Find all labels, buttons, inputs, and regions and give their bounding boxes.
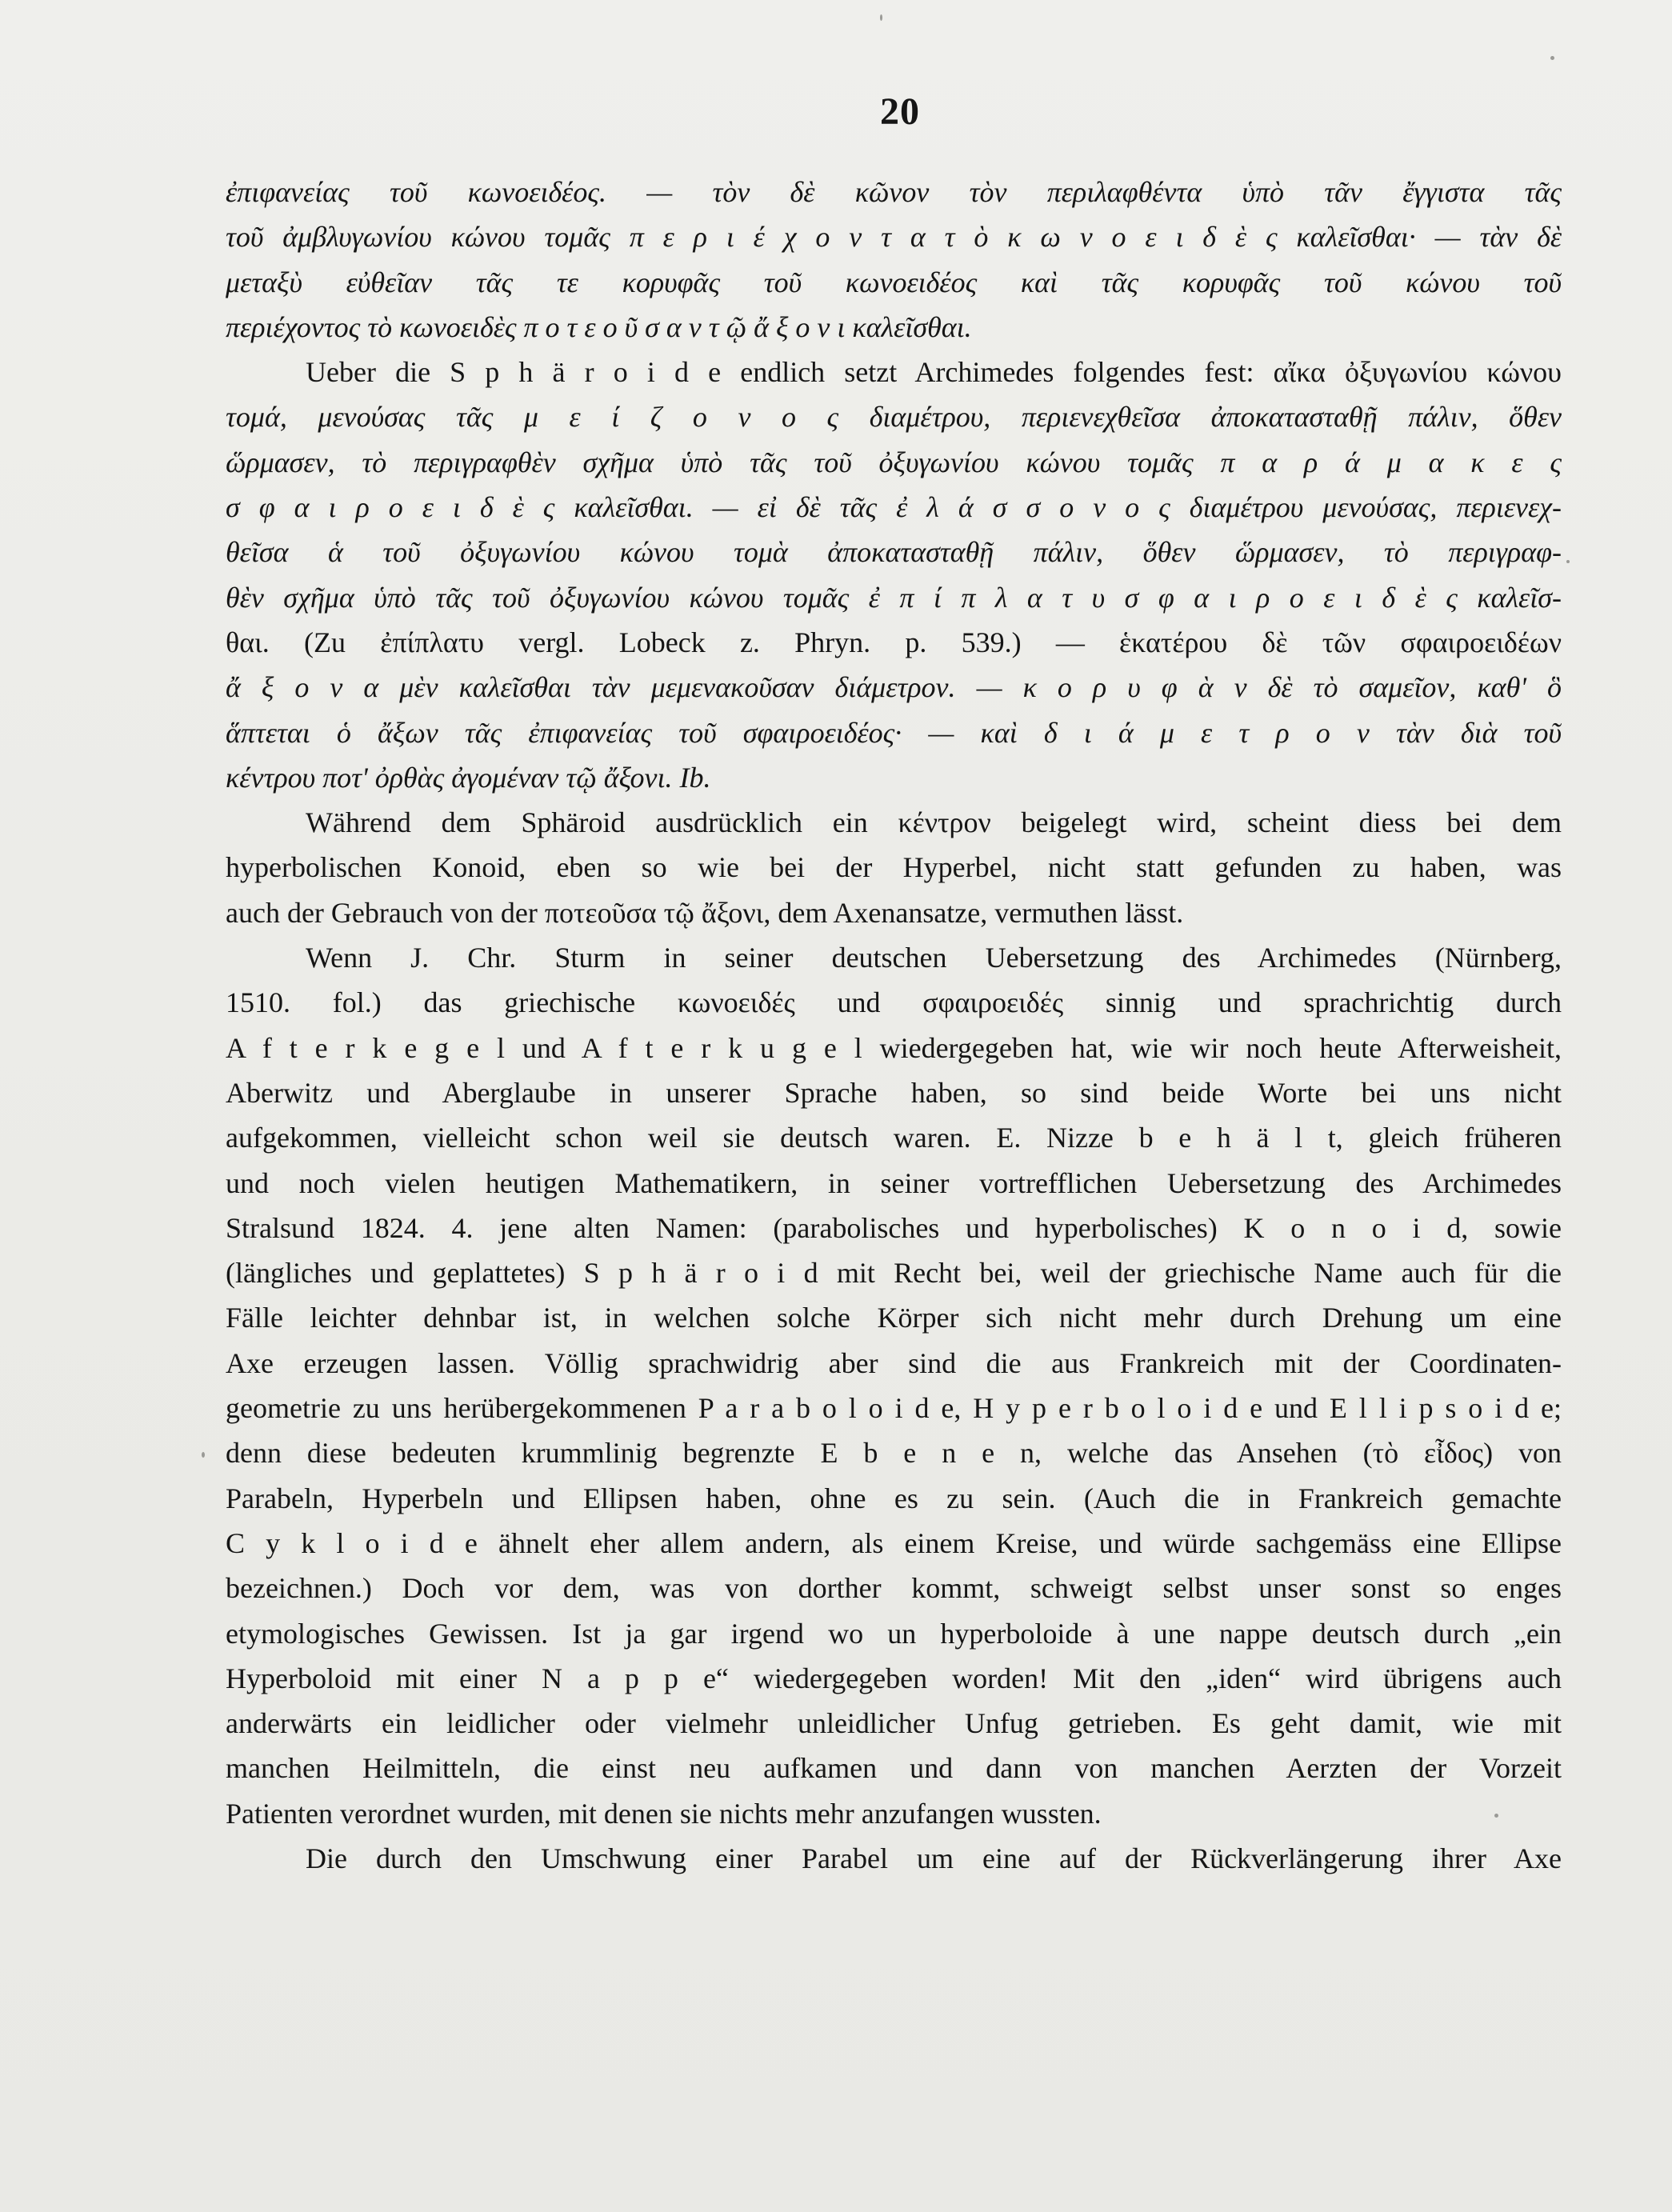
text-line: denn diese bedeuten krummlinig begrenzte E b e n e n, welche das Ansehen (τὸ εἶδος) von	[226, 1437, 1562, 1470]
text-line: auch der Gebrauch von der ποτεοῦσα τῷ ἄξονι, dem Axenansatze, vermuthen lässt.	[226, 896, 1184, 929]
text-line: ἅπτεται ὁ ἄξων τᾶς ἐπιφανείας τοῦ σφαιροειδέος· — καὶ δ ι ά μ ε τ ρ ο ν τὰν διὰ τοῦ	[226, 716, 1562, 749]
text-line: bezeichnen.) Doch vor dem, was von dorther kommt, schweigt selbst unser sonst so enges	[226, 1572, 1562, 1605]
text-line: Axe erzeugen lassen. Völlig sprachwidrig aber sind die aus Frankreich mit der Coordinaten-	[226, 1346, 1562, 1379]
text-line: θὲν σχῆμα ὑπὸ τᾶς τοῦ ὀξυγωνίου κώνου τομᾶς ἐ π ί π λ α τ υ σ φ α ι ρ ο ε ι δ ὲ ς καλεῖσ-	[226, 581, 1562, 614]
text-line: Die durch den Umschwung einer Parabel um eine auf der Rückverlängerung ihrer Axe	[306, 1842, 1562, 1874]
text-line: geometrie zu uns herübergekommenen P a r a b o l o i d e, H y p e r b o l o i d e und E l l i p s o i d e;	[226, 1392, 1562, 1425]
text-line: hyperbolischen Konoid, eben so wie bei der Hyperbel, nicht statt gefunden zu haben, was	[226, 851, 1562, 884]
text-line: (längliches und geplattetes) S p h ä r o i d mit Recht bei, weil der griechische Name auch für die	[226, 1257, 1562, 1290]
text-line: τοῦ ἀμβλυγωνίου κώνου τομᾶς π ε ρ ι έ χ ο ν τ α τ ὸ κ ω ν ο ε ι δ ὲ ς καλεῖσθαι· — τὰν δὲ	[226, 221, 1562, 254]
text-line: anderwärts ein leidlicher oder vielmehr unleidlicher Unfug getrieben. Es geht damit, wie mit	[226, 1707, 1562, 1740]
text-line: und noch vielen heutigen Mathematikern, in seiner vortrefflichen Uebersetzung des Archimedes	[226, 1166, 1562, 1199]
text-line: Fälle leichter dehnbar ist, in welchen solche Körper sich nicht mehr durch Drehung um eine	[226, 1302, 1562, 1334]
text-line: σ φ α ι ρ ο ε ι δ ὲ ς καλεῖσθαι. — εἰ δὲ τᾶς ἐ λ ά σ σ ο ν ο ς διαμέτρου μενούσας, περιενεχ-	[226, 491, 1562, 524]
text-line: θεῖσα ἁ τοῦ ὀξυγωνίου κώνου τομὰ ἀποκατασταθῇ πάλιν, ὅθεν ὥρμασεν, τὸ περιγραφ-	[226, 536, 1562, 569]
page-number: 20	[880, 90, 920, 133]
text-line: 1510. fol.) das griechische κωνοειδές und σφαιροειδές sinnig und sprachrichtig durch	[226, 986, 1562, 1019]
paper-speck	[1550, 56, 1554, 60]
text-line: περιέχοντος τὸ κωνοειδὲς π ο τ ε ο ῦ σ α ν τ ῷ ἄ ξ ο ν ι καλεῖσθαι.	[226, 310, 972, 343]
text-line: C y k l o i d e ähnelt eher allem andern, als einem Kreise, und würde sachgemäss eine Ellipse	[226, 1526, 1562, 1559]
text-line: Patienten verordnet wurden, mit denen sie nichts mehr anzufangen wussten.	[226, 1797, 1102, 1830]
text-line: κέντρου ποτ' ὀρθὰς ἀγομέναν τῷ ἄξονι. Ib.	[226, 761, 711, 794]
text-line: manchen Heilmitteln, die einst neu aufkamen und dann von manchen Aerzten der Vorzeit	[226, 1752, 1562, 1785]
text-line: θαι. (Zu ἐπίπλατυ vergl. Lobeck z. Phryn. p. 539.) — ἑκατέρου δὲ τῶν σφαιροειδέων	[226, 626, 1562, 658]
text-line: ἄ ξ ο ν α μὲν καλεῖσθαι τὰν μεμενακοῦσαν διάμετρον. — κ ο ρ υ φ ὰ ν δὲ τὸ σαμεῖον, καθ' ὃ	[226, 671, 1562, 704]
text-line: Während dem Sphäroid ausdrücklich ein κέντρον beigelegt wird, scheint diess bei dem	[306, 806, 1562, 839]
text-line: ἐπιφανείας τοῦ κωνοειδέος. — τὸν δὲ κῶνον τὸν περιλαφθέντα ὑπὸ τᾶν ἔγγιστα τᾶς	[226, 176, 1562, 208]
text-line: τομά, μενούσας τᾶς μ ε ί ζ ο ν ο ς διαμέτρου, περιενεχθεῖσα ἀποκατασταθῇ πάλιν, ὅθεν	[226, 401, 1562, 434]
text-line: Stralsund 1824. 4. jene alten Namen: (parabolisches und hyperbolisches) K o n o i d, sowie	[226, 1211, 1562, 1244]
text-line: aufgekommen, vielleicht schon weil sie deutsch waren. E. Nizze b e h ä l t, gleich früheren	[226, 1122, 1562, 1154]
text-line: etymologisches Gewissen. Ist ja gar irgend wo un hyperboloide à une nappe deutsch durch „ein	[226, 1617, 1562, 1650]
text-line: Ueber die S p h ä r o i d e endlich setzt Archimedes folgendes fest: αἴκα ὀξυγωνίου κώνου	[306, 356, 1562, 389]
paper-speck	[1494, 1814, 1498, 1818]
text-line: Hyperboloid mit einer N a p p e“ wiedergegeben worden! Mit den „iden“ wird übrigens auch	[226, 1662, 1562, 1694]
text-line: Parabeln, Hyperbeln und Ellipsen haben, ohne es zu sein. (Auch die in Frankreich gemachte	[226, 1482, 1562, 1514]
text-line: A f t e r k e g e l und A f t e r k u g e l wiedergegeben hat, wie wir noch heute Afterweisheit,	[226, 1031, 1562, 1064]
text-line: Aberwitz und Aberglaube in unserer Sprache haben, so sind beide Worte bei uns nicht	[226, 1076, 1562, 1109]
body-text	[226, 170, 1562, 1881]
paper-speck	[202, 1452, 205, 1458]
text-line: μεταξὺ εὐθεῖαν τᾶς τε κορυφᾶς τοῦ κωνοειδέος καὶ τᾶς κορυφᾶς τοῦ κώνου τοῦ	[226, 266, 1562, 298]
text-line: Wenn J. Chr. Sturm in seiner deutschen Uebersetzung des Archimedes (Nürnberg,	[306, 942, 1562, 974]
text-line: ὥρμασεν, τὸ περιγραφθὲν σχῆμα ὑπὸ τᾶς τοῦ ὀξυγωνίου κώνου τομᾶς π α ρ ά μ α κ ε ς	[226, 446, 1562, 478]
paper-speck	[1566, 560, 1570, 563]
paper-speck	[880, 14, 882, 21]
